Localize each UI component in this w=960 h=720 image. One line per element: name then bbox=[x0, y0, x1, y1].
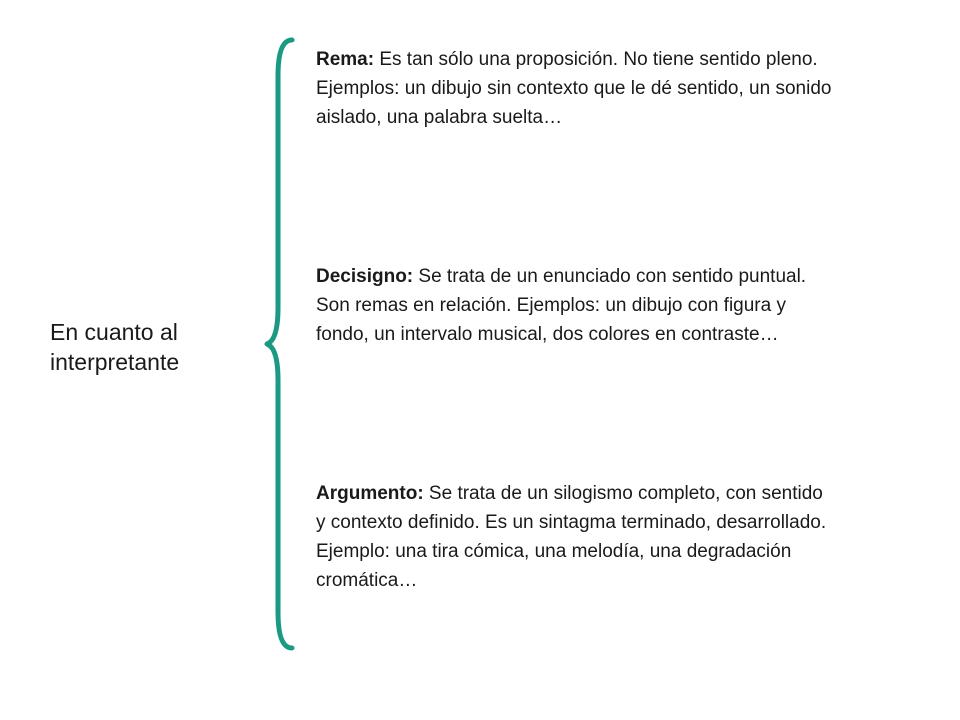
term-argumento: Argumento: bbox=[316, 483, 424, 504]
term-rema: Rema: bbox=[316, 49, 375, 70]
definition-argumento bbox=[316, 479, 836, 595]
definition-rema bbox=[316, 45, 836, 132]
definition-decisigno-text: Se trata de un enunciado con sentido puntual. Son remas en relación. Ejemplos: un dibujo con figura y fondo, un intervalo musical, dos colores en contraste… bbox=[316, 266, 807, 345]
interpretante-label: En cuanto al interpretante bbox=[50, 319, 180, 375]
definition-argumento-text: Se trata de un silogismo completo, con sentido y contexto definido. Es un sintagma terminado, desarrollado. Ejemplo: una tira cómica, una melodía, una degradación cromática… bbox=[316, 483, 827, 591]
curly-brace-path bbox=[267, 40, 292, 648]
term-decisigno: Decisigno: bbox=[316, 266, 414, 287]
definition-decisigno bbox=[316, 262, 836, 349]
definition-rema-text: Es tan sólo una proposición. No tiene sentido pleno. Ejemplos: un dibujo sin contexto que le dé sentido, un sonido aislado, una palabra suelta… bbox=[316, 49, 832, 128]
curly-brace bbox=[262, 36, 302, 652]
